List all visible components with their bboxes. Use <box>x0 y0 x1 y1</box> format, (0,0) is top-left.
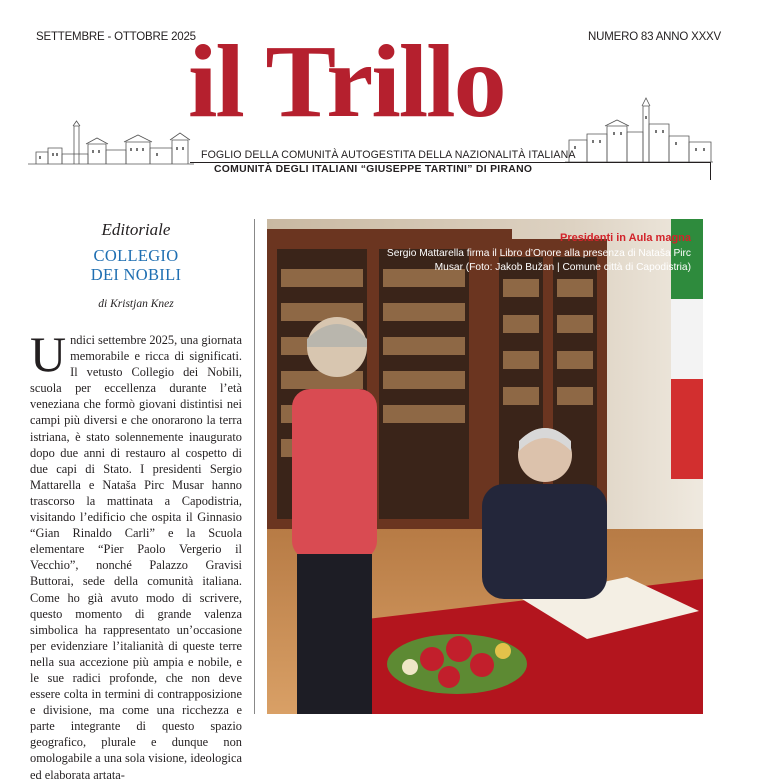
editorial-kicker: Editoriale <box>101 220 171 239</box>
column-divider <box>254 219 255 714</box>
issue-date: SETTEMBRE - OTTOBRE 2025 <box>36 31 196 43</box>
editorial-byline: di Kristjan Knez <box>98 298 174 310</box>
editorial-title <box>30 246 242 284</box>
right-skyline-illustration <box>565 96 715 166</box>
issue-number: NUMERO 83 ANNO XXXV <box>588 31 721 43</box>
cover-photo <box>267 219 703 714</box>
photo-illustration <box>267 219 703 714</box>
header-divider <box>190 162 710 163</box>
drop-cap: U <box>30 326 67 382</box>
community-name: COMUNITÀ DEGLI ITALIANI “GIUSEPPE TARTINI” DI PIRANO <box>214 164 533 175</box>
editorial-title-line1: COLLEGIO <box>93 246 179 265</box>
left-skyline-illustration <box>26 120 196 168</box>
masthead-subtitle: FOGLIO DELLA COMUNITÀ AUTOGESTITA DELLA NAZIONALITÀ ITALIANA <box>201 149 576 161</box>
photo-caption-title: Presidenti in Aula magna <box>559 232 691 244</box>
header-divider-right <box>710 162 711 180</box>
editorial-body-text: ndici settembre 2025, una giornata memorabile e ricca di significati. Il vetusto Collegio dei Nobili, scuola per eccellenza durante l’età veneziana che formò giovani distintisi nei campi più diversi e che onorarono la terra istriana, è stato solennemente inaugurato dopo due anni di restauro al cospetto di due capi di Stato. I presidenti Sergio Mattarella e Nataša Pirc Musar hanno trascorso la mattinata a Capodistria, visitando l’edificio che ospita il Ginnasio “Gian Rinaldo Carli” e la Scuola elementare “Pier Paolo Vergerio il Vecchio”, nonché Palazzo Gravisi Buttorai, sede della comunità italiana. Come ho già avuto modo di scrivere, questo momento di grande valenza simbolica ha rappresentato un’occasione per evidenziare l’italianità di queste terre nella sua accezione più ampia e nobile, e le sue radici profonde, che non deve essere colta in termini di contrapposizione e divisione, ma come una ricchezza e parte integrante di questo spazio geografico, plurale e dunque non omologabile a una sola visione, ideologica ed elaborata artata- <box>30 333 242 782</box>
photo-caption-text: Sergio Mattarella firma il Libro d’Onore alla presenza di Nataša Pirc Musar (Foto: Jakob Bužan | Comune città di Capodistria) <box>386 248 691 273</box>
editorial-body <box>30 326 242 783</box>
editorial-title-line2: DEI NOBILI <box>90 265 182 284</box>
masthead-title: il Trillo <box>188 24 505 139</box>
